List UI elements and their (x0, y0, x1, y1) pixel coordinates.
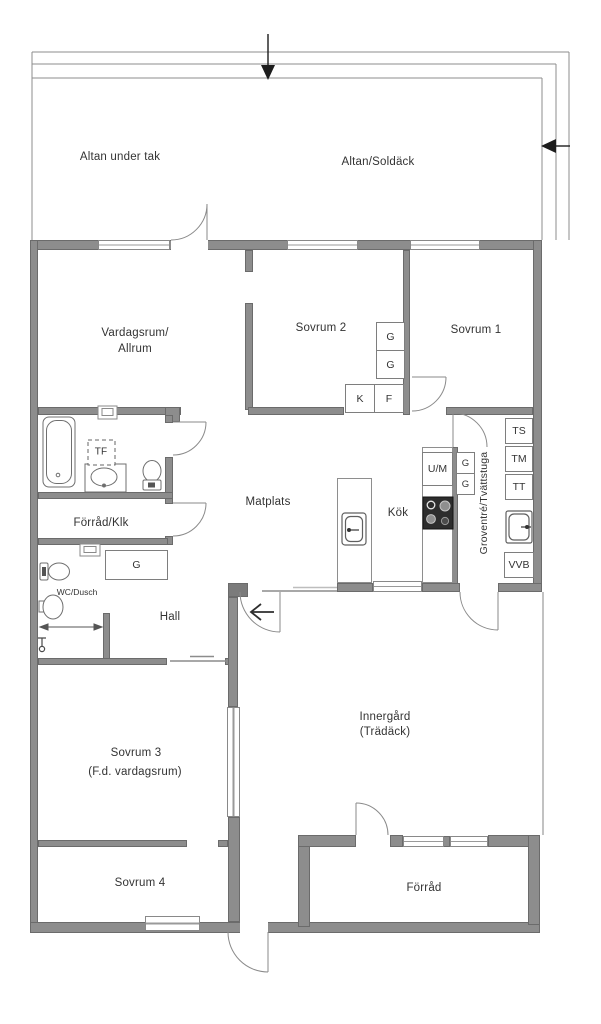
room-label-sovrum4: Sovrum 4 (114, 877, 166, 889)
room-label-vardagsrum-2: Allrum (118, 343, 152, 355)
room-label-matplats: Matplats (245, 496, 291, 508)
closet-label: G (461, 457, 470, 469)
unit-label: TM (511, 453, 527, 465)
room-label-innergard-1: Innergård (359, 711, 411, 723)
room-label-kok: Kök (387, 507, 409, 519)
unit-label: TT (512, 481, 526, 493)
room-label-altan-under-tak: Altan under tak (79, 151, 161, 163)
glazing-line (262, 588, 337, 592)
room-label-altan-soldack: Altan/Soldäck (341, 156, 415, 168)
shower-mixer-icon (38, 638, 46, 652)
room-label-vardagsrum-1: Vardagsrum/ (101, 327, 169, 339)
room-label-forrad-klk: Förråd/Klk (73, 517, 129, 529)
terrace-outline (32, 52, 569, 240)
bathroom-vanity (85, 464, 126, 492)
closet-label: G (132, 559, 141, 571)
closet-label: G (386, 330, 395, 343)
room-label-hall: Hall (159, 611, 181, 623)
door-groventre-outer (460, 592, 498, 630)
door-south-exterior (228, 932, 268, 972)
bathtub (43, 417, 75, 487)
closet-label: F (385, 392, 393, 405)
door-bathroom (173, 422, 206, 455)
unit-label: TS (512, 425, 526, 437)
door-groventre-inner (453, 413, 487, 447)
washbasin-wc (39, 595, 63, 619)
room-label-sovrum2: Sovrum 2 (295, 322, 347, 334)
label-tf: TF (94, 446, 108, 458)
room-label-forrad: Förråd (406, 882, 442, 894)
room-label-innergard-2: (Trädäck) (359, 726, 411, 738)
laundry-sink (506, 511, 532, 543)
shower-dimension-line (40, 624, 102, 630)
sliding-door (170, 657, 228, 662)
cabinet-label: U/M (427, 463, 448, 475)
room-label-wc-dusch: WC/Dusch (56, 587, 98, 597)
room-label-sovrum3-1: Sovrum 3 (110, 747, 162, 759)
closet-label: G (386, 358, 395, 371)
toilet-wc (40, 563, 70, 580)
room-label-sovrum3-2: (F.d. vardagsrum) (88, 766, 182, 778)
room-label-sovrum1: Sovrum 1 (450, 324, 502, 336)
room-label-groventre: Groventré/Tvättstuga (478, 451, 490, 555)
door-terrace (171, 204, 207, 240)
terrace-arrow-left-icon (541, 139, 570, 153)
wall-vent-wc (80, 544, 100, 556)
toilet-bathroom (143, 461, 161, 491)
door-forrad-klk (173, 503, 206, 536)
stove (423, 497, 453, 529)
terrace-arrow-down-icon (261, 34, 275, 80)
kitchen-island-sink (342, 513, 366, 545)
unit-label: VVB (508, 559, 530, 571)
door-sovrum1 (412, 377, 446, 411)
closet-label: G (461, 478, 470, 490)
entrance-arrow-icon (251, 604, 274, 620)
closet-label: K (356, 392, 364, 405)
door-forrad (356, 803, 388, 835)
wall-vent-bathroom (98, 406, 117, 419)
